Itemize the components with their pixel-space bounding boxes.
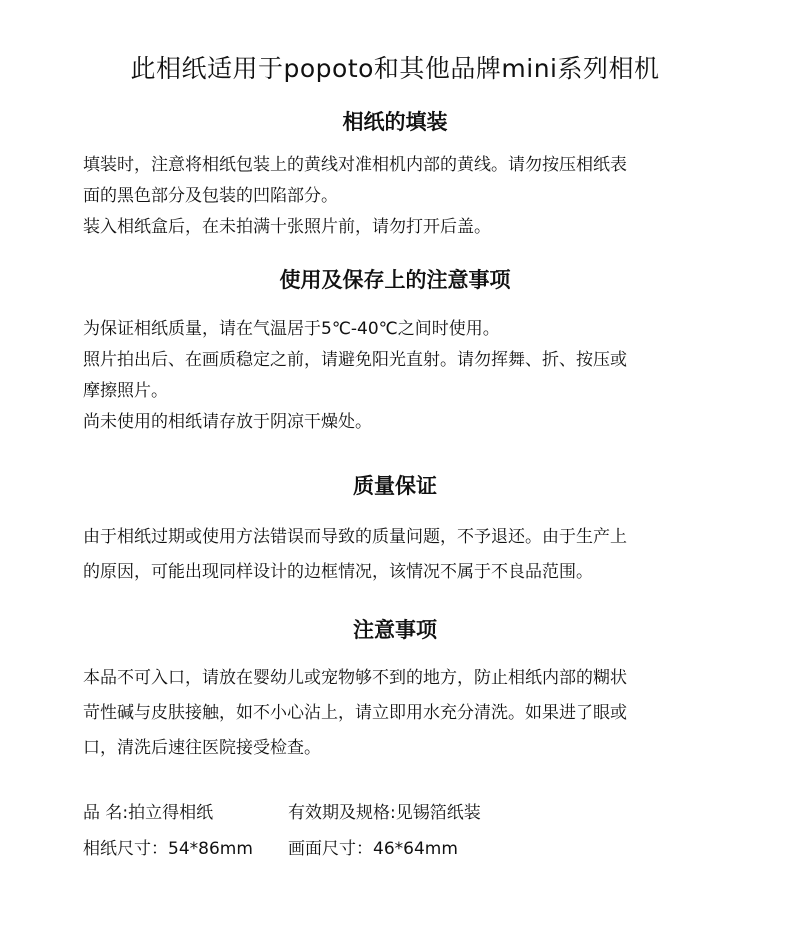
- page-title: 此相纸适用于popoto和其他品牌mini系列相机: [130, 54, 660, 83]
- text-line: 口，清洗后速往医院接受检查。: [83, 738, 321, 758]
- spec-validity: 有效期及规格:见锡箔纸装: [288, 803, 481, 823]
- text-line: 尚未使用的相纸请存放于阴凉干燥处。: [83, 412, 372, 432]
- text-line: 由于相纸过期或使用方法错误而导致的质量问题，不予退还。由于生产上: [83, 527, 627, 547]
- section-body-usage-storage: [83, 314, 723, 438]
- text-line: 的原因，可能出现同样设计的边框情况，该情况不属于不良品范围。: [83, 562, 593, 582]
- spec-paper-size: 相纸尺寸：54*86mm: [83, 839, 253, 859]
- section-heading-precautions: 注意事项: [353, 618, 437, 642]
- section-body-loading: [83, 150, 723, 243]
- section-heading-quality-guarantee: 质量保证: [353, 474, 437, 498]
- text-line: 填装时，注意将相纸包装上的黄线对准相机内部的黄线。请勿按压相纸表: [83, 155, 627, 175]
- section-heading-loading: 相纸的填装: [342, 110, 448, 134]
- section-body-quality-guarantee: [83, 520, 723, 590]
- text-line: 面的黑色部分及包装的凹陷部分。: [83, 186, 338, 206]
- section-heading-usage-storage: 使用及保存上的注意事项: [279, 268, 511, 292]
- text-line: 摩擦照片。: [83, 381, 168, 401]
- spec-image-size: 画面尺寸：46*64mm: [288, 839, 458, 859]
- spec-product-name: 品 名:拍立得相纸: [83, 803, 214, 823]
- text-line: 苛性碱与皮肤接触，如不小心沾上，请立即用水充分清洗。如果进了眼或: [83, 703, 627, 723]
- text-line: 装入相纸盒后，在未拍满十张照片前，请勿打开后盖。: [83, 217, 491, 237]
- section-body-precautions: [83, 661, 723, 766]
- text-line: 照片拍出后、在画质稳定之前，请避免阳光直射。请勿挥舞、折、按压或: [83, 350, 627, 370]
- text-line: 为保证相纸质量，请在气温居于5℃-40℃之间时使用。: [83, 319, 500, 339]
- text-line: 本品不可入口，请放在婴幼儿或宠物够不到的地方，防止相纸内部的糊状: [83, 668, 627, 688]
